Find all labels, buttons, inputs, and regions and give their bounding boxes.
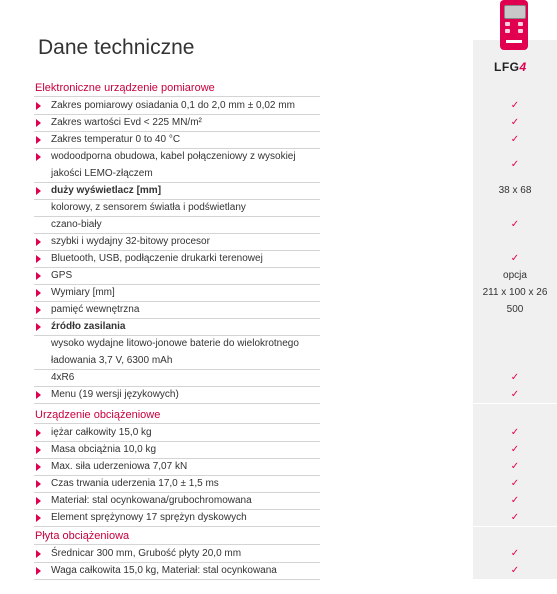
spec-value — [473, 545, 557, 563]
section-header-text: Urządzenie obciążeniowe — [35, 409, 161, 421]
spec-value — [473, 458, 557, 476]
check-icon: ✓ — [510, 478, 520, 489]
spec-value-text: 211 x 100 x 26 — [482, 287, 548, 298]
spec-label: Średnicar 300 mm, Grubość płyty 20,0 mm — [51, 548, 242, 559]
spec-label-cell — [34, 97, 320, 115]
section-header — [34, 80, 320, 97]
spec-label: czano-biały — [51, 219, 102, 230]
spec-label: Bluetooth, USB, podłączenie drukarki terenowej — [51, 253, 263, 264]
table-row — [0, 182, 557, 199]
spec-label-cell — [34, 233, 320, 251]
spec-label-cell — [34, 114, 320, 132]
spec-label-cell — [34, 441, 320, 459]
spec-label: Waga całkowita 15,0 kg, Materiał: stal ocynkowana — [51, 565, 277, 576]
spec-label: Max. siła uderzeniowa 7,07 kN — [51, 461, 188, 472]
chevron-right-icon — [36, 391, 41, 399]
table-row — [0, 301, 557, 318]
spec-label: Masa obciążnia 10,0 kg — [51, 444, 157, 455]
device-image — [500, 0, 528, 50]
chevron-right-icon — [36, 429, 41, 437]
spec-label-cell — [34, 131, 320, 149]
spec-value — [473, 335, 557, 370]
check-icon: ✓ — [510, 461, 520, 472]
spec-value-text: 500 — [506, 304, 524, 315]
spec-value — [473, 441, 557, 459]
spec-label: szybki i wydajny 32-bitowy procesor — [51, 236, 210, 247]
check-icon: ✓ — [510, 159, 520, 170]
table-row — [0, 509, 557, 526]
check-icon: ✓ — [510, 134, 520, 145]
spec-value — [473, 233, 557, 251]
device-button — [505, 22, 510, 26]
spec-label-cell — [34, 369, 320, 387]
section-header-text: Elektroniczne urządzenie pomiarowe — [35, 82, 215, 94]
spec-label: iężar całkowity 15,0 kg — [51, 427, 152, 438]
check-icon: ✓ — [510, 495, 520, 506]
spec-value — [473, 475, 557, 493]
spec-label: Materiał: stal ocynkowana/grubochromowana — [51, 495, 252, 506]
spec-label: 4xR6 — [51, 372, 75, 383]
chevron-right-icon — [36, 272, 41, 280]
product-name-text: LFG — [494, 60, 520, 74]
chevron-right-icon — [36, 255, 41, 263]
table-row — [0, 97, 557, 114]
spec-label-cell — [34, 148, 320, 183]
spec-label-cell — [34, 424, 320, 442]
spec-label-cell — [34, 492, 320, 510]
chevron-right-icon — [36, 136, 41, 144]
spec-label-cell — [34, 562, 320, 580]
spec-label-cell — [34, 199, 320, 217]
spec-value — [473, 386, 557, 404]
spec-label-cell — [34, 335, 320, 370]
check-icon: ✓ — [510, 565, 520, 576]
chevron-right-icon — [36, 153, 41, 161]
table-row — [0, 318, 557, 335]
device-screen — [504, 5, 526, 19]
spec-label-cell — [34, 267, 320, 285]
table-row — [0, 114, 557, 131]
table-row — [0, 199, 557, 216]
spec-value — [473, 284, 557, 302]
spec-label-cell — [34, 250, 320, 268]
chevron-right-icon — [36, 187, 41, 195]
spec-label-cell — [34, 509, 320, 527]
spec-label: wodoodporna obudowa, kabel połączeniowy z wysokiej jakości LEMO-złączem — [51, 151, 296, 179]
spec-value — [473, 97, 557, 115]
spec-label: Wymiary [mm] — [51, 287, 115, 298]
table-row — [0, 250, 557, 267]
check-icon: ✓ — [510, 389, 520, 400]
device-label — [506, 40, 522, 43]
table-row — [0, 545, 557, 562]
table-row — [0, 148, 557, 179]
spec-label-cell — [34, 386, 320, 404]
table-row — [0, 369, 557, 386]
chevron-right-icon — [36, 323, 41, 331]
table-row — [0, 216, 557, 233]
table-row — [0, 267, 557, 284]
product-name-accent: 4 — [519, 60, 527, 74]
spec-label: Zakres pomiarowy osiadania 0,1 do 2,0 mm ± 0,02 mm — [51, 100, 295, 111]
chevron-right-icon — [36, 446, 41, 454]
spec-value — [473, 199, 557, 217]
table-row — [0, 284, 557, 301]
table-row — [0, 386, 557, 403]
spec-value — [473, 216, 557, 234]
spec-value — [473, 182, 557, 200]
spec-value — [473, 301, 557, 319]
spec-label-cell — [34, 301, 320, 319]
table-row — [0, 475, 557, 492]
chevron-right-icon — [36, 306, 41, 314]
table-row — [0, 492, 557, 509]
spec-label: kolorowy, z sensorem światła i podświetlany — [51, 202, 246, 213]
spec-value-text: opcja — [503, 270, 527, 281]
device-button — [518, 29, 523, 33]
check-icon: ✓ — [510, 512, 520, 523]
chevron-right-icon — [36, 102, 41, 110]
check-icon: ✓ — [510, 548, 520, 559]
spec-label: źródło zasilania — [51, 321, 126, 332]
spec-label: Menu (19 wersji językowych) — [51, 389, 179, 400]
table-row — [0, 424, 557, 441]
spec-value — [473, 562, 557, 580]
spec-value — [473, 369, 557, 387]
spec-label-cell — [34, 182, 320, 200]
product-name — [494, 60, 527, 74]
spec-value — [473, 114, 557, 132]
spec-label: Zakres wartości Evd < 225 MN/m² — [51, 117, 202, 128]
spec-label-cell — [34, 458, 320, 476]
section-header-text: Płyta obciążeniowa — [35, 530, 130, 542]
chevron-right-icon — [36, 238, 41, 246]
check-icon: ✓ — [510, 253, 520, 264]
table-row — [0, 562, 557, 579]
spec-label: pamięć wewnętrzna — [51, 304, 140, 315]
chevron-right-icon — [36, 550, 41, 558]
spec-label: wysoko wydajne litowo-jonowe baterie do wielokrotnego ładowania 3,7 V, 6300 mAh — [51, 338, 299, 366]
table-row — [0, 233, 557, 250]
chevron-right-icon — [36, 567, 41, 575]
spec-value — [473, 509, 557, 527]
spec-value — [473, 250, 557, 268]
section-header — [34, 407, 320, 424]
check-icon: ✓ — [510, 100, 520, 111]
spec-label: GPS — [51, 270, 73, 281]
spec-value — [473, 424, 557, 442]
check-icon: ✓ — [510, 219, 520, 230]
spec-label-cell — [34, 318, 320, 336]
spec-value — [473, 267, 557, 285]
check-icon: ✓ — [510, 444, 520, 455]
table-row — [0, 441, 557, 458]
device-button — [518, 22, 523, 26]
chevron-right-icon — [36, 497, 41, 505]
spec-value — [473, 318, 557, 336]
spec-value-text: 38 x 68 — [498, 185, 532, 196]
spec-label: Element sprężynowy 17 sprężyn dyskowych — [51, 512, 247, 523]
check-icon: ✓ — [510, 372, 520, 383]
table-row — [0, 458, 557, 475]
spec-label: Czas trwania uderzenia 17,0 ± 1,5 ms — [51, 478, 219, 489]
section-header — [34, 528, 320, 545]
page-title: Dane techniczne — [38, 36, 195, 59]
spec-label: Zakres temperatur 0 to 40 °C — [51, 134, 181, 145]
chevron-right-icon — [36, 289, 41, 297]
spec-label-cell — [34, 216, 320, 234]
check-icon: ✓ — [510, 117, 520, 128]
check-icon: ✓ — [510, 427, 520, 438]
spec-label-cell — [34, 475, 320, 493]
table-row — [0, 335, 557, 366]
chevron-right-icon — [36, 480, 41, 488]
spec-value — [473, 131, 557, 149]
spec-value — [473, 148, 557, 183]
device-button — [505, 29, 510, 33]
chevron-right-icon — [36, 463, 41, 471]
spec-label: duży wyświetlacz [mm] — [51, 185, 162, 196]
chevron-right-icon — [36, 119, 41, 127]
chevron-right-icon — [36, 514, 41, 522]
spec-label-cell — [34, 284, 320, 302]
table-row — [0, 131, 557, 148]
spec-value — [473, 492, 557, 510]
spec-label-cell — [34, 545, 320, 563]
